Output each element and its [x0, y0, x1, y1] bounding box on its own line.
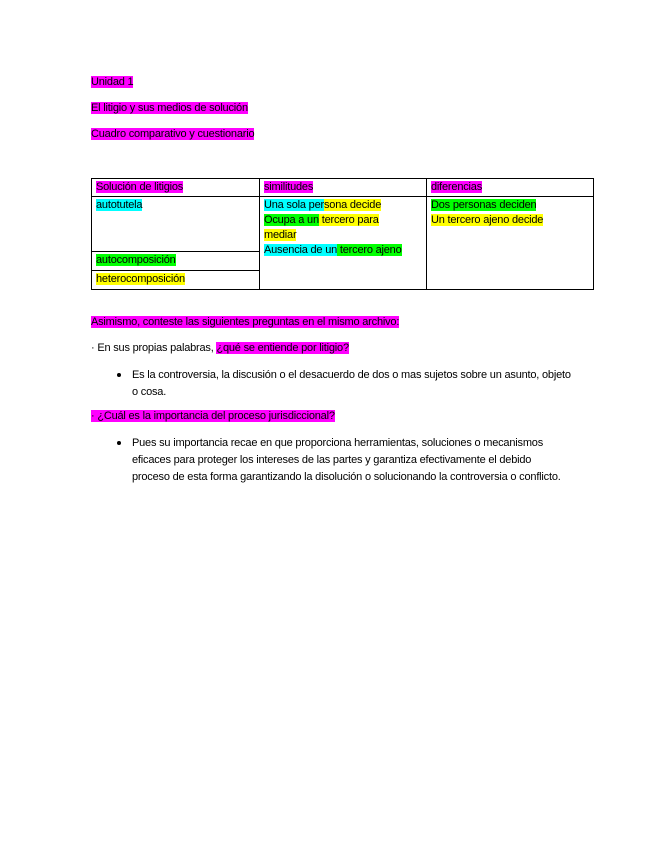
subtitle-heading: Cuadro comparativo y cuestionario — [91, 128, 255, 140]
list-item: Pues su importancia recae en que proporciona herramientas, soluciones o mecanismos eficaces para proteger los intereses de las partes y garantiza efectivamente el debido proceso de esta forma garantizando la disolución o solucionando la controversia o conflicto. — [91, 435, 571, 486]
bullet-icon — [117, 441, 121, 445]
answer-2-list — [91, 435, 571, 486]
unit-heading: Unidad 1 — [91, 76, 134, 88]
topic-heading: El litigio y sus medios de solución — [91, 102, 248, 114]
cell-autotutela: autotutela — [92, 197, 260, 252]
list-item: Es la controversia, la discusión o el desacuerdo de dos o mas sujetos sobre un asunto, objeto o cosa. — [91, 367, 571, 401]
answer-1-list — [91, 367, 571, 401]
cell-heterocomposicion: heterocomposición — [92, 271, 260, 290]
comparison-table — [91, 178, 594, 290]
question-2: · ¿Cuál es la importancia del proceso jurisdiccional? — [91, 410, 335, 422]
table-header-row — [92, 179, 594, 197]
bullet-icon — [117, 373, 121, 377]
header-solucion: Solución de litigios — [92, 179, 260, 197]
header-similitudes: similitudes — [260, 179, 427, 197]
questions-intro: Asimismo, conteste las siguientes preguntas en el mismo archivo: — [91, 316, 400, 328]
table-row — [92, 197, 594, 252]
cell-autocomposicion: autocomposición — [92, 252, 260, 271]
header-diferencias: diferencias — [427, 179, 594, 197]
cell-diferencias: Dos personas deciden Un tercero ajeno decide — [427, 197, 594, 290]
question-1: · En sus propias palabras, ¿qué se entiende por litigio? — [91, 342, 349, 354]
cell-similitudes: Una sola persona decide Ocupa a un tercero para mediar Ausencia de un tercero ajeno — [260, 197, 427, 290]
